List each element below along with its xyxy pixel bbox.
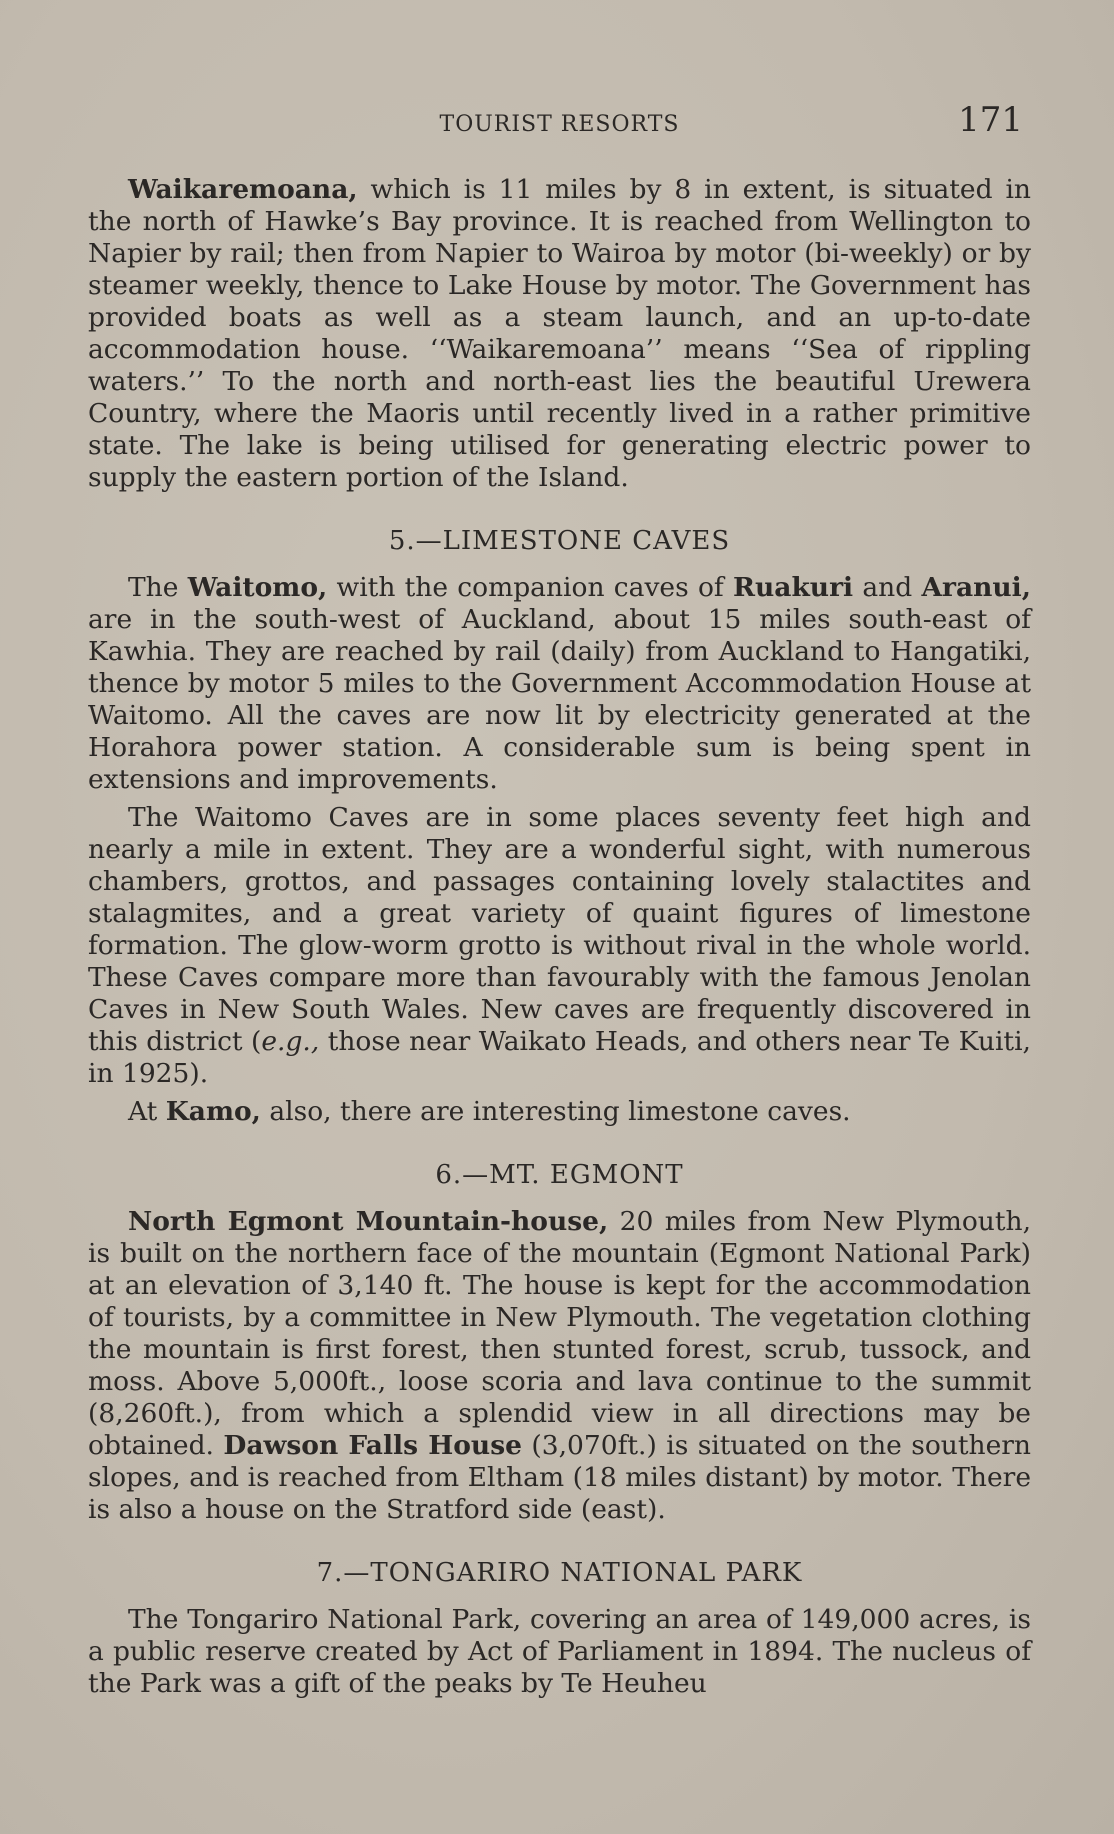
paragraph-tongariro bbox=[88, 1604, 1031, 1700]
text-run: also, there are interesting limestone caves. bbox=[260, 1096, 851, 1127]
text-run: The Tongariro National Park, covering an area of 149,000 acres, is a public reserve created by Act of Parliament in 1894. The nucleus of the Park was a gift of the peaks by Te Heuheu bbox=[88, 1604, 1031, 1699]
text-run: The Waitomo Caves are in some places seventy feet high and nearly a mile in extent. They are a wonderful sight, with numerous chambers, grottos, and passages containing lovely stalactites and stalagmites, and a great variety of quaint figures of limestone formation. The glow-worm grotto is without rival in the whole world. These Caves compare more than favourably with the famous Jenolan Caves in New South Wales. New caves are frequently discovered in this district ( bbox=[88, 802, 1031, 1057]
term-waitomo: Waitomo, bbox=[187, 572, 328, 603]
section-heading-mt-egmont: 6.—MT. EGMONT bbox=[435, 1160, 684, 1190]
term-north-egmont: North Egmont Mountain-house, bbox=[128, 1206, 609, 1237]
paragraph-kamo bbox=[88, 1096, 1031, 1128]
term-ruakuri: Ruakuri bbox=[732, 572, 854, 603]
running-head bbox=[88, 100, 1031, 140]
text-run: 20 miles from New Plymouth, is built on the northern face of the mountain (Egmont National Park) at an elevation of 3,140 ft. The house is kept for the accommodation of tourists, by a committee in New Plymouth. The vegetation clothing the mountain is first forest, then stunted forest, scrub, tussock, and moss. Above 5,000ft., loose scoria and lava continue to the summit (8,260ft.), from which a splendid view in all directions may be obtained. bbox=[88, 1206, 1031, 1461]
text-run: and bbox=[853, 572, 922, 603]
paragraph-egmont bbox=[88, 1206, 1031, 1526]
text-run: those near Waikato Heads, and others near Te Kuiti, in 1925). bbox=[88, 1026, 1031, 1089]
text-run: which is 11 miles by 8 in extent, is situated in the north of Hawke’s Bay province. It is reached from Wellington to Napier by rail; then from Napier to Wairoa by motor (bi-weekly) or by steamer weekly, thence to Lake House by motor. The Government has provided boats as well as a steam launch, and an up-to-date accommodation house. ‘‘Waikaremoana’’ means ‘‘Sea of rippling waters.’’ To the north and north-east lies the beautiful Urewera Country, where the Maoris until recently lived in a rather primitive state. The lake is being utilised for generating electric power to supply the eastern portion of the Island. bbox=[88, 174, 1031, 493]
term-aranui: Aranui, bbox=[921, 572, 1031, 603]
text-run: with the companion caves of bbox=[327, 572, 733, 603]
section-heading-limestone-caves: 5.—LIMESTONE CAVES bbox=[388, 526, 731, 556]
running-title: TOURIST RESORTS bbox=[439, 112, 680, 137]
section-heading-tongariro: 7.—TONGARIRO NATIONAL PARK bbox=[316, 1558, 803, 1588]
paragraph-waikaremoana bbox=[88, 174, 1031, 494]
text-run: (3,070ft.) is situated on the southern slopes, and is reached from Eltham (18 miles distant) by motor. There is also a house on the Stratford side (east). bbox=[88, 1430, 1031, 1525]
term-kamo: Kamo, bbox=[165, 1096, 261, 1127]
term-waikaremoana: Waikaremoana, bbox=[128, 174, 358, 205]
text-run: At bbox=[128, 1096, 166, 1127]
text-run: The bbox=[128, 572, 188, 603]
paragraph-waitomo-caves bbox=[88, 802, 1031, 1090]
paragraph-waitomo bbox=[88, 572, 1031, 796]
page-number: 171 bbox=[958, 100, 1023, 140]
term-dawson-falls: Dawson Falls House bbox=[223, 1430, 522, 1461]
text-run: are in the south-west of Auckland, about 15 miles south-east of Kawhia. They are reached by rail (daily) from Auckland to Hangatiki, thence by motor 5 miles to the Government Accommodation House at Waitomo. All the caves are now lit by electricity generated at the Horahora power station. A considerable sum is being spent in extensions and improvements. bbox=[88, 604, 1031, 795]
italic-eg: e.g., bbox=[261, 1026, 320, 1057]
